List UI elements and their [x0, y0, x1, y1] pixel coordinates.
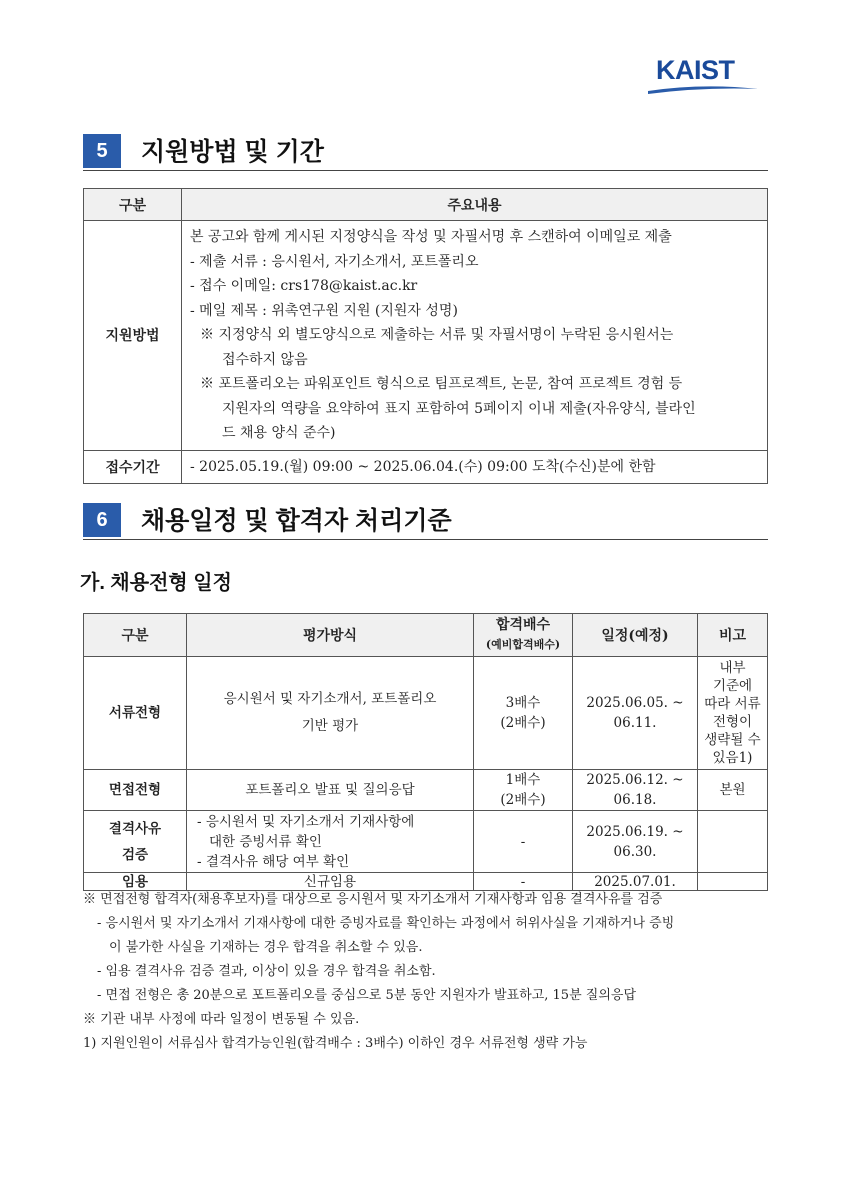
- subsection-title: 가. 채용전형 일정: [80, 572, 232, 594]
- schedule-line: 06.18.: [613, 792, 657, 808]
- content-line: 드 채용 양식 준수): [222, 425, 336, 441]
- method-line: 응시원서 및 자기소개서, 포트폴리오: [223, 691, 437, 707]
- schedule-line: 2025.06.05. ~: [586, 695, 684, 711]
- ratio-header: 합격배수: [495, 617, 551, 633]
- method-content: [182, 221, 768, 451]
- col-header-content: 주요내용: [182, 189, 768, 221]
- footnote-line: 1) 지원인원이 서류심사 합격가능인원(합격배수 : 3배수) 이하인 경우 서류전형 생략 가능: [83, 1036, 588, 1051]
- period-content: - 2025.05.19.(월) 09:00 ~ 2025.06.04.(수) 09:00 도착(수신)분에 한함: [182, 450, 768, 484]
- content-line: ※ 지정양식 외 별도양식으로 제출하는 서류 및 자필서명이 누락된 응시원서는: [200, 327, 674, 343]
- content-line: 접수하지 않음: [222, 351, 308, 368]
- row-ratio: -: [474, 873, 573, 891]
- footnote-line: - 임용 결격사유 검증 결과, 이상이 있을 경우 합격을 취소함.: [97, 964, 436, 979]
- section-title: 지원방법 및 기간: [141, 138, 324, 166]
- remark-line: 내부: [719, 660, 746, 676]
- footnote-line: - 응시원서 및 자기소개서 기재사항에 대한 증빙자료를 확인하는 과정에서 허위사실을 기재하거나 증빙: [97, 916, 675, 931]
- row-method: 포트폴리오 발표 및 질의응답: [187, 770, 474, 811]
- method-line: - 응시원서 및 자기소개서 기재사항에: [197, 813, 415, 830]
- row-remark: 본원: [698, 770, 768, 811]
- row-schedule: 2025.07.01.: [573, 873, 698, 891]
- row-ratio: [474, 657, 573, 770]
- logo-text: KAIST: [656, 55, 735, 85]
- ratio-line: 3배수: [505, 695, 541, 711]
- row-label-period: 접수기간: [84, 450, 182, 484]
- content-line: - 메일 제목 : 위촉연구원 지원 (지원자 성명): [190, 302, 458, 319]
- footnote-line: ※ 기관 내부 사정에 따라 일정이 변동될 수 있음.: [83, 1012, 360, 1027]
- section-5-heading: [83, 134, 768, 171]
- content-line: - 접수 이메일: crs178@kaist.ac.kr: [190, 278, 418, 294]
- schedule-line: 06.11.: [613, 715, 657, 731]
- ratio-line: (2배수): [500, 792, 546, 808]
- content-line: - 제출 서류 : 응시원서, 자기소개서, 포트폴리오: [190, 253, 479, 270]
- schedule-line: 2025.06.19. ~: [586, 823, 684, 840]
- section-6-heading: [83, 503, 768, 540]
- logo-swoosh-icon: [648, 85, 758, 97]
- footnotes: [83, 888, 773, 1056]
- remark-line: 기준에: [712, 678, 753, 694]
- row-schedule: [573, 657, 698, 770]
- row-schedule: [573, 811, 698, 873]
- ratio-subheader: (예비합격배수): [485, 638, 561, 651]
- row-category: [84, 811, 187, 873]
- schedule-line: 06.30.: [613, 843, 657, 860]
- row-category: 서류전형: [84, 657, 187, 770]
- ratio-line: (2배수): [500, 715, 546, 731]
- remark-line: 전형이: [712, 714, 753, 730]
- row-remark: [698, 811, 768, 873]
- section-title: 채용일정 및 합격자 처리기준: [141, 507, 452, 535]
- remark-line: 있음1): [712, 750, 753, 766]
- remark-line: 생략될 수: [704, 732, 761, 748]
- method-line: 기반 평가: [301, 718, 359, 734]
- section-number: 5: [83, 134, 121, 168]
- col-header-schedule: 일정(예정): [573, 614, 698, 657]
- col-header-category: 구분: [84, 614, 187, 657]
- row-category: 임용: [84, 873, 187, 891]
- row-category: 면접전형: [84, 770, 187, 811]
- section-number: 6: [83, 503, 121, 537]
- row-method: [187, 657, 474, 770]
- row-ratio: [474, 770, 573, 811]
- row-schedule: [573, 770, 698, 811]
- col-header-method: 평가방식: [187, 614, 474, 657]
- row-ratio: -: [474, 811, 573, 873]
- method-line: 대한 증빙서류 확인: [209, 833, 322, 850]
- col-header-ratio: [474, 614, 573, 657]
- footnote-line: ※ 면접전형 합격자(채용후보자)를 대상으로 응시원서 및 자기소개서 기재사항과 임용 결격사유를 검증: [83, 892, 663, 907]
- row-remark: [698, 657, 768, 770]
- remark-line: 따라 서류: [704, 696, 761, 712]
- content-line: 지원자의 역량을 요약하여 표지 포함하여 5페이지 이내 제출(자유양식, 블라인: [222, 400, 696, 417]
- ratio-line: 1배수: [505, 772, 541, 788]
- row-method: 신규임용: [187, 873, 474, 891]
- kaist-logo: [648, 55, 758, 95]
- content-line: ※ 포트폴리오는 파워포인트 형식으로 팀프로젝트, 논문, 참여 프로젝트 경험 등: [200, 376, 683, 392]
- col-header-category: 구분: [84, 189, 182, 221]
- footnote-line: - 면접 전형은 총 20분으로 포트폴리오를 중심으로 5분 동안 지원자가 발표하고, 15분 질의응답: [97, 988, 636, 1003]
- footnote-line: 이 불가한 사실을 기재하는 경우 합격을 취소할 수 있음.: [109, 940, 423, 955]
- category-line: 검증: [121, 846, 149, 863]
- schedule-line: 2025.06.12. ~: [586, 772, 684, 788]
- schedule-table: [83, 613, 768, 891]
- application-table: [83, 188, 768, 484]
- category-line: 결격사유: [108, 820, 162, 837]
- method-line: - 결격사유 해당 여부 확인: [197, 853, 350, 870]
- row-method: [187, 811, 474, 873]
- content-line: 본 공고와 함께 게시된 지정양식을 작성 및 자필서명 후 스캔하여 이메일로 제출: [190, 229, 672, 245]
- col-header-remark: 비고: [698, 614, 768, 657]
- row-label-method: 지원방법: [84, 221, 182, 451]
